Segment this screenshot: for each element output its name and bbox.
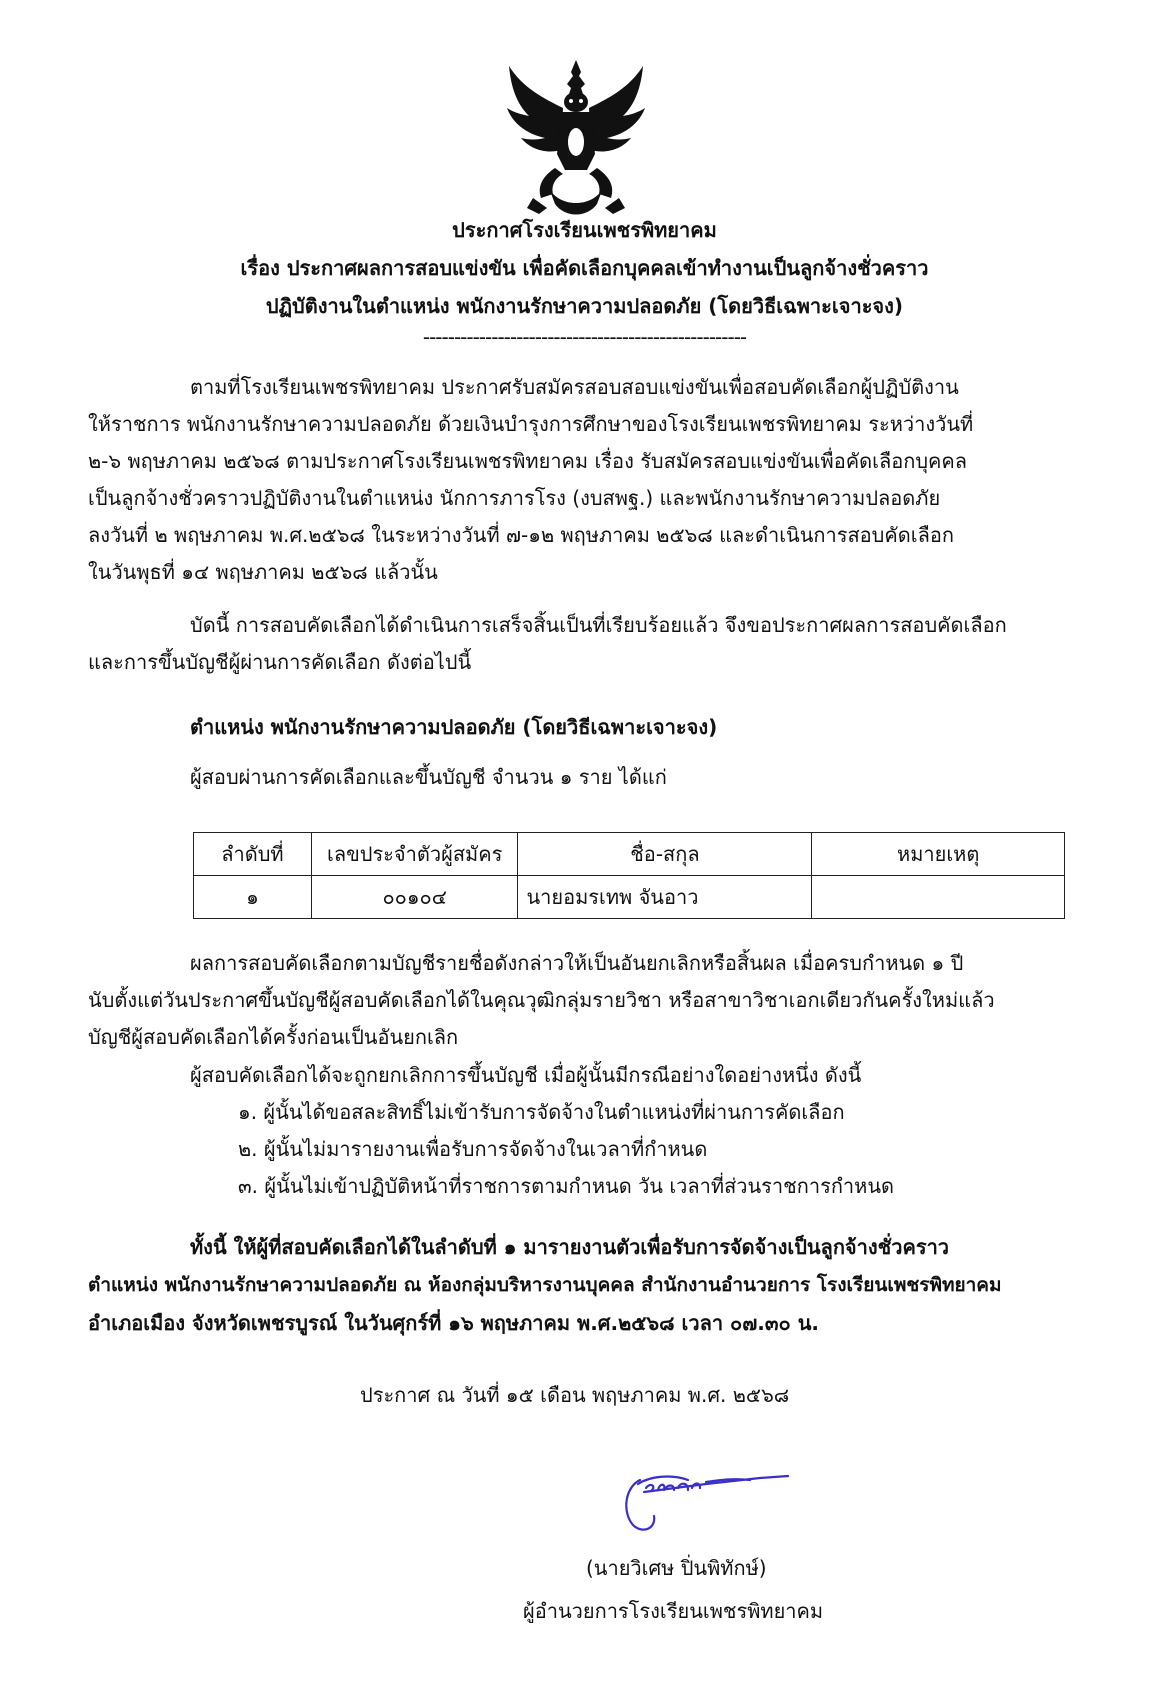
paragraph1-line: เป็นลูกจ้างชั่วคราวปฏิบัติงานในตำแหน่ง นักการภารโรง (งบสพฐ.) และพนักงานรักษาความปลอดภัย — [88, 486, 941, 510]
column-header-remarks: หมายเหตุ — [812, 833, 1065, 876]
results-table — [193, 832, 1065, 919]
paragraph3-line: นับตั้งแต่วันประกาศขึ้นบัญชีผู้สอบคัดเลือกได้ในคุณวุฒิกลุ่มรายวิชา หรือสาขาวิชาเอกเดียวกันครั้งใหม่แล้ว — [88, 988, 995, 1012]
cancel-item: ๑. ผู้นั้นได้ขอสละสิทธิ์ไม่เข้ารับการจัดจ้างในตำแหน่งที่ผ่านการคัดเลือก — [238, 1100, 845, 1124]
column-header-order: ลำดับที่ — [194, 833, 312, 876]
signer-title: ผู้อำนวยการโรงเรียนเพชรพิทยาคม — [523, 1599, 824, 1623]
cell-remarks — [812, 876, 1065, 919]
paragraph1-line: ในวันพุธที่ ๑๔ พฤษภาคม ๒๕๖๘ แล้วนั้น — [88, 560, 438, 584]
garuda-emblem-icon — [503, 58, 649, 220]
table-header-row — [194, 833, 1065, 876]
paragraph1-line: ๒-๖ พฤษภาคม ๒๕๖๘ ตามประกาศโรงเรียนเพชรพิทยาคม เรื่อง รับสมัครสอบแข่งขันเพื่อคัดเลือกบุคคล — [88, 449, 968, 473]
paragraph1-line: ให้ราชการ พนักงานรักษาความปลอดภัย ด้วยเงินบำรุงการศึกษาของโรงเรียนเพชรพิทยาคม ระหว่างวันที่ — [88, 412, 974, 436]
cancel-intro: ผู้สอบคัดเลือกได้จะถูกยกเลิกการขึ้นบัญชี เมื่อผู้นั้นมีกรณีอย่างใดอย่างหนึ่ง ดังนี้ — [190, 1063, 862, 1087]
paragraph4-line: ทั้งนี้ ให้ผู้ที่สอบคัดเลือกได้ในลำดับที่ ๑ มารายงานตัวเพื่อรับการจัดจ้างเป็นลูกจ้างชั่วคราว — [190, 1235, 950, 1259]
document-title: ประกาศโรงเรียนเพชรพิทยาคม — [452, 218, 717, 242]
paragraph4-line: ตำแหน่ง พนักงานรักษาความปลอดภัย ณ ห้องกลุ่มบริหารงานบุคคล สำนักงานอำนวยการ โรงเรียนเพชรพิทยาคม — [88, 1274, 1002, 1296]
cell-full-name: นายอมรเทพ จันอาว — [518, 876, 812, 919]
announce-date: ประกาศ ณ วันที่ ๑๕ เดือน พฤษภาคม พ.ศ. ๒๕๖๘ — [360, 1383, 790, 1407]
table-row — [194, 876, 1065, 919]
subject-line-1: เรื่อง ประกาศผลการสอบแข่งขัน เพื่อคัดเลือกบุคคลเข้าทำงานเป็นลูกจ้างชั่วคราว — [240, 256, 929, 280]
position-heading: ตำแหน่ง พนักงานรักษาความปลอดภัย (โดยวิธีเฉพาะเจาะจง) — [190, 715, 718, 739]
column-header-full-name: ชื่อ-สกุล — [518, 833, 812, 876]
signer-name: (นายวิเศษ ปิ่นพิทักษ์) — [586, 1556, 767, 1580]
paragraph2-line: และการขึ้นบัญชีผู้ผ่านการคัดเลือก ดังต่อไปนี้ — [88, 650, 472, 674]
paragraph3-line: ผลการสอบคัดเลือกตามบัญชีรายชื่อดังกล่าวให้เป็นอันยกเลิกหรือสิ้นผล เมื่อครบกำหนด ๑ ปี — [190, 951, 964, 975]
paragraph4-line: อำเภอเมือง จังหวัดเพชรบูรณ์ ในวันศุกร์ที่ ๑๖ พฤษภาคม พ.ศ.๒๕๖๘ เวลา ๐๗.๓๐ น. — [88, 1311, 819, 1335]
paragraph1-line: ตามที่โรงเรียนเพชรพิทยาคม ประกาศรับสมัครสอบสอบแข่งขันเพื่อสอบคัดเลือกผู้ปฏิบัติงาน — [190, 375, 959, 399]
paragraph1-line: ลงวันที่ ๒ พฤษภาคม พ.ศ.๒๕๖๘ ในระหว่างวันที่ ๗-๑๒ พฤษภาคม ๒๕๖๘ และดำเนินการสอบคัดเลือก — [88, 523, 954, 547]
handwritten-signature — [610, 1462, 800, 1542]
cancel-item: ๒. ผู้นั้นไม่มารายงานเพื่อรับการจัดจ้างในเวลาที่กำหนด — [238, 1137, 708, 1161]
column-header-applicant-id: เลขประจำตัวผู้สมัคร — [311, 833, 518, 876]
paragraph2-line: บัดนี้ การสอบคัดเลือกได้ดำเนินการเสร็จสิ้นเป็นที่เรียบร้อยแล้ว จึงขอประกาศผลการสอบคัดเลือก — [190, 613, 1007, 637]
separator-line: ---------------------------------------------------- — [422, 325, 747, 349]
cancel-item: ๓. ผู้นั้นไม่เข้าปฏิบัติหน้าที่ราชการตามกำหนด วัน เวลาที่ส่วนราชการกำหนด — [238, 1174, 894, 1198]
passed-count-line: ผู้สอบผ่านการคัดเลือกและขึ้นบัญชี จำนวน ๑ ราย ได้แก่ — [190, 765, 667, 789]
cell-applicant-id: ๐๐๑๐๔ — [311, 876, 518, 919]
paragraph3-line: บัญชีผู้สอบคัดเลือกได้ครั้งก่อนเป็นอันยกเลิก — [88, 1025, 459, 1049]
subject-line-2: ปฏิบัติงานในตำแหน่ง พนักงานรักษาความปลอดภัย (โดยวิธีเฉพาะเจาะจง) — [265, 294, 904, 318]
cell-order: ๑ — [194, 876, 312, 919]
